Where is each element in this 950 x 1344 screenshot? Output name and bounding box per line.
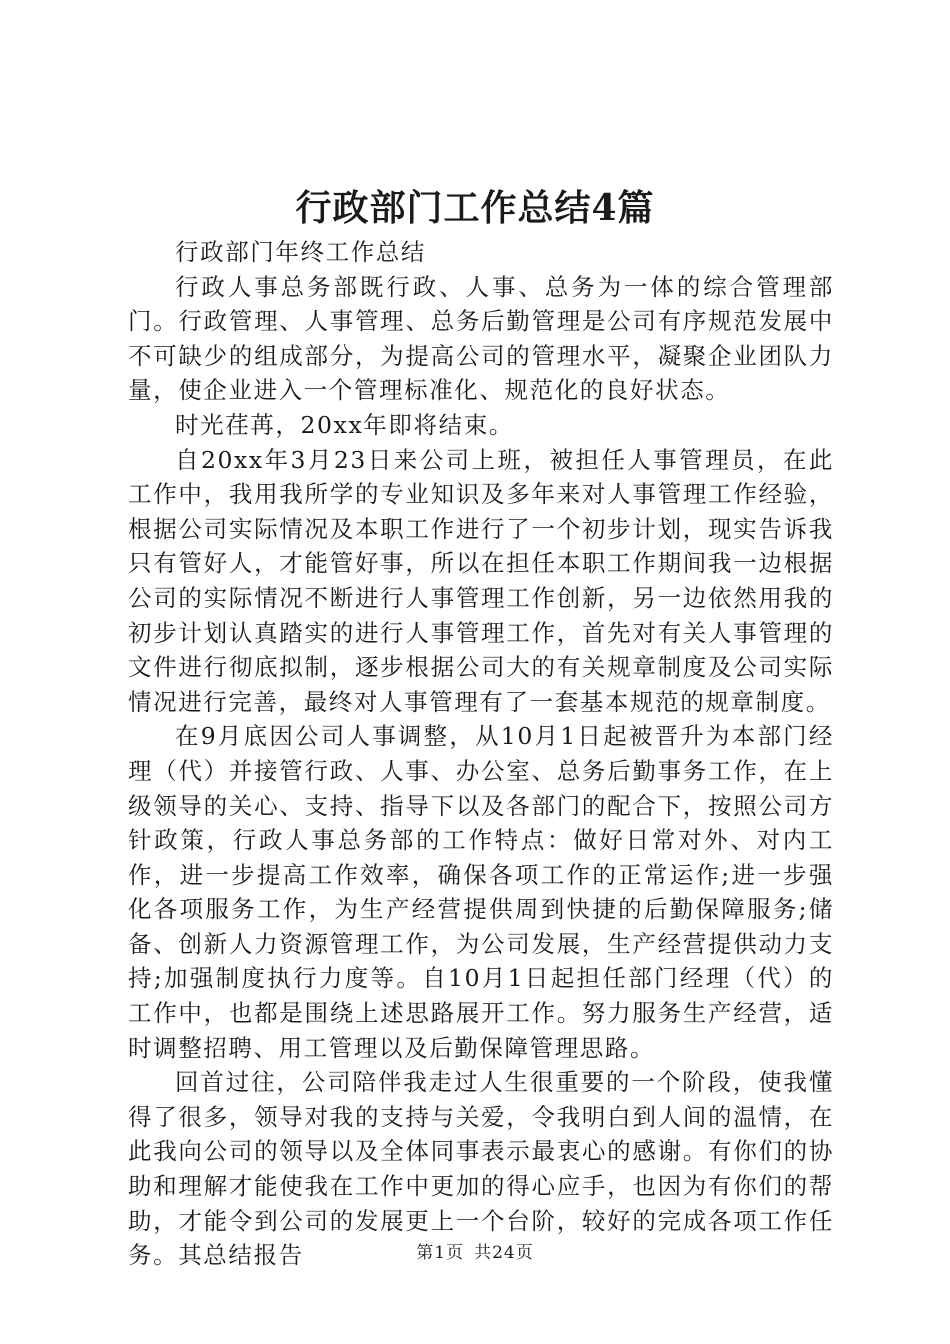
body-paragraph: 行政人事总务部既行政、人事、总务为一体的综合管理部门。行政管理、人事管理、总务后勤管理是公司有序规范发展中不可缺少的组成部分，为提高公司的管理水平，凝聚企业团队力量，使企业进入一个管理标准化、规范化的良好状态。 bbox=[128, 272, 834, 405]
body-paragraph: 时光荏苒，20xx年即将结束。 bbox=[175, 410, 514, 439]
body-paragraph: 回首过往，公司陪伴我走过人生很重要的一个阶段，使我懂得了很多，领导对我的支持与关爱，令我明白到人间的温情，在此我向公司的领导以及全体同事表示最衷心的感谢。有你们的协助和理解才能使我在工作中更加的得心应手，也因为有你们的帮助，才能令到公司的发展更上一个台阶，较好的完成各项工作任务。其总结报告 bbox=[128, 1068, 834, 1270]
page-footer bbox=[0, 1241, 950, 1265]
section-heading: 行政部门年终工作总结 bbox=[175, 238, 426, 266]
page-number: 第1页 bbox=[416, 1243, 465, 1263]
body-paragraph: 在9月底因公司人事调整，从10月1日起被晋升为本部门经理（代）并接管行政、人事、办公室、总务后勤事务工作，在上级领导的关心、支持、指导下以及各部门的配合下，按照公司方针政策，行政人事总务部的工作特点：做好日常对外、对内工作，进一步提高工作效率，确保各项工作的正常运作;进一步强化各项服务工作，为生产经营提供周到快捷的后勤保障服务;储备、创新人力资源管理工作，为公司发展，生产经营提供动力支持;加强制度执行力度等。自10月1日起担任部门经理（代）的工作中，也都是围绕上述思路展开工作。努力服务生产经营，适时调整招聘、用工管理以及后勤保障管理思路。 bbox=[128, 722, 834, 1062]
body-paragraph: 自20xx年3月23日来公司上班，被担任人事管理员，在此工作中，我用我所学的专业知识及多年来对人事管理工作经验，根据公司实际情况及本职工作进行了一个初步计划，现实告诉我只有管好人，才能管好事，所以在担任本职工作期间我一边根据公司的实际情况不断进行人事管理工作创新，另一边依然用我的初步计划认真踏实的进行人事管理工作，首先对有关人事管理的文件进行彻底拟制，逐步根据公司大的有关规章制度及公司实际情况进行完善，最终对人事管理有了一套基本规范的规章制度。 bbox=[128, 445, 834, 716]
document-body bbox=[128, 235, 834, 1273]
document-title: 行政部门工作总结4篇 bbox=[295, 187, 655, 229]
page-total: 共24页 bbox=[474, 1243, 534, 1263]
